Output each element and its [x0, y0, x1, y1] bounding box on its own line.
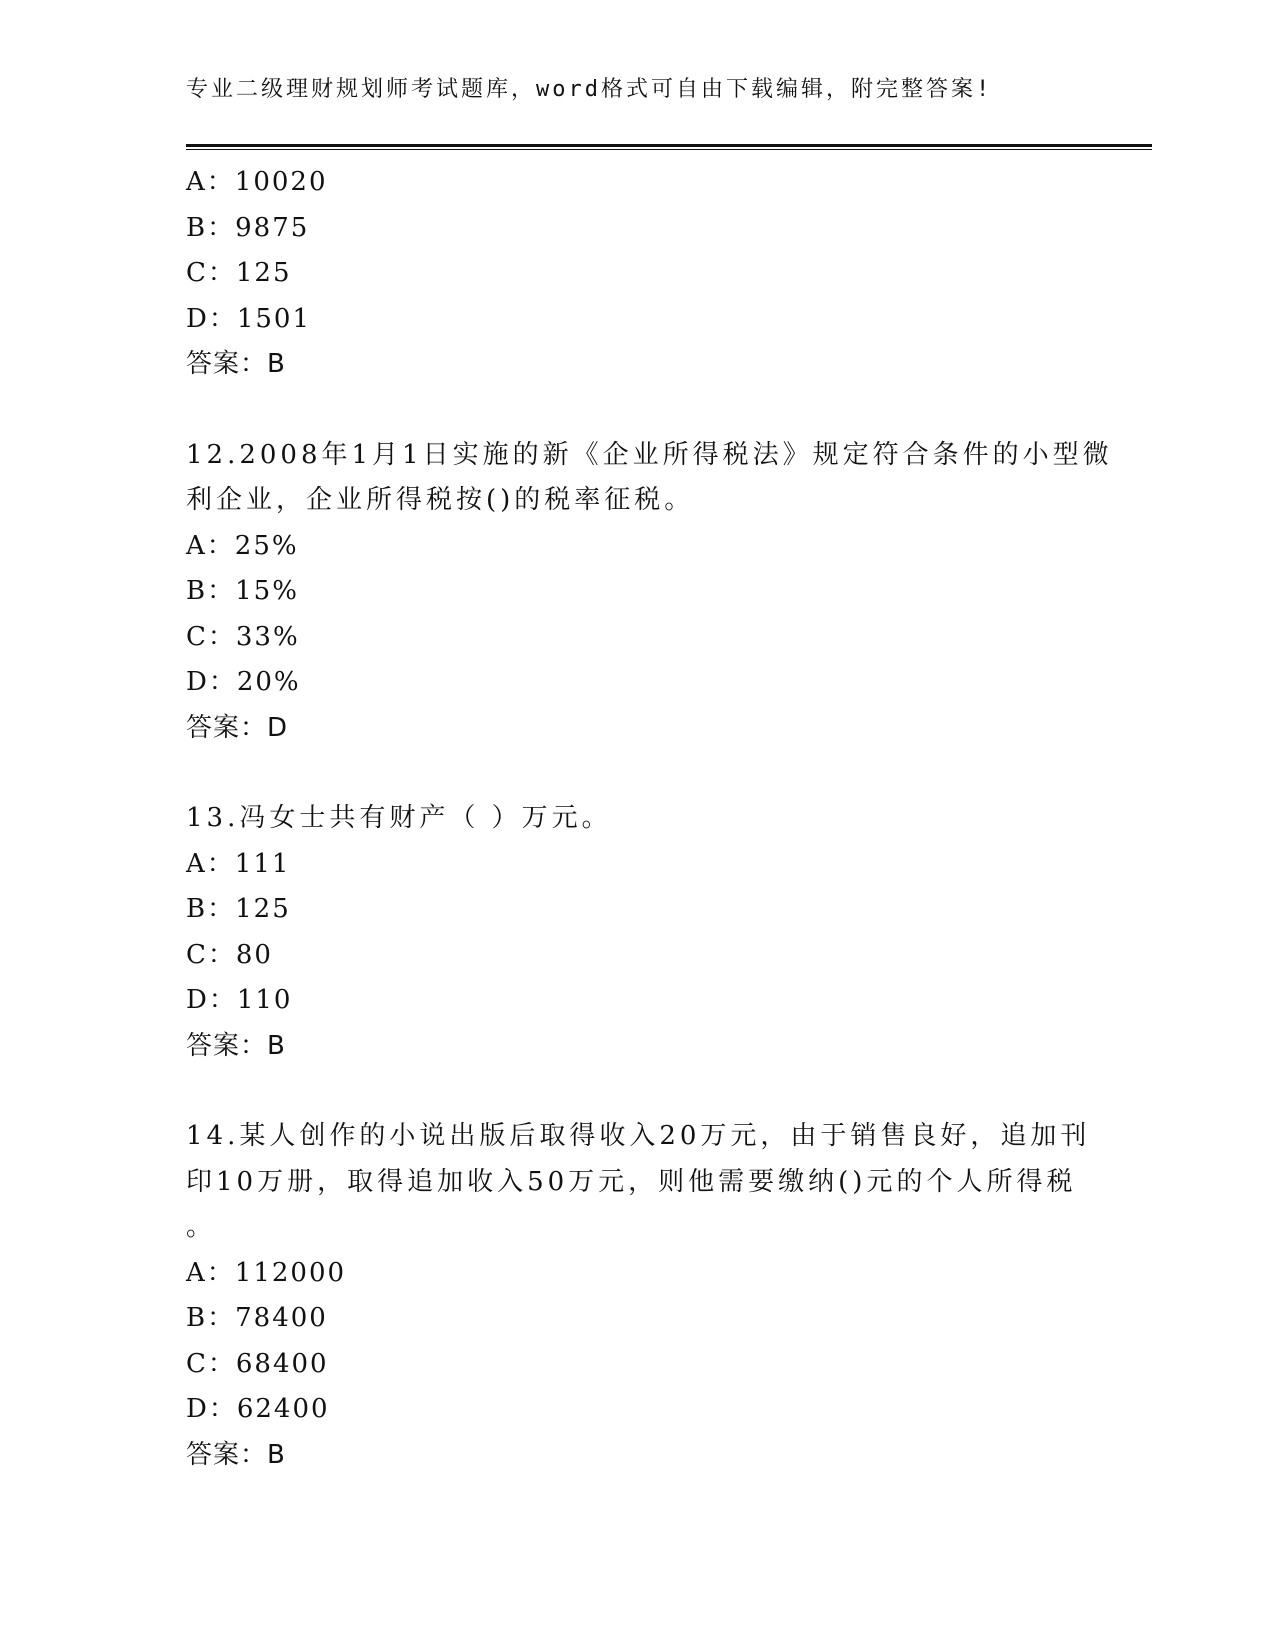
- question-stem-line: 。: [186, 1212, 217, 1242]
- carryover-question-block: [186, 160, 1086, 388]
- option-c: C：68400: [186, 1348, 329, 1379]
- answer-line: 答案：B: [186, 1439, 286, 1470]
- question-14-block: [186, 1114, 1091, 1478]
- option-c: C：80: [186, 939, 273, 970]
- question-12-block: [186, 433, 1113, 752]
- option-a: A：112000: [186, 1257, 347, 1288]
- option-b: B：78400: [186, 1303, 328, 1333]
- option-a: A：25%: [186, 530, 299, 561]
- answer-line: 答案：B: [186, 349, 286, 379]
- answer-line: 答案：B: [186, 1030, 286, 1061]
- option-a: A：10020: [186, 167, 328, 197]
- header-rule-thick: [186, 144, 1152, 147]
- question-stem-line: 利企业，企业所得税按()的税率征税。: [186, 485, 695, 515]
- question-list: [186, 160, 1113, 1478]
- question-13-block: [186, 796, 1086, 1069]
- question-stem-line: 12.2008年1月1日实施的新《企业所得税法》规定符合条件的小型微: [186, 439, 1113, 470]
- question-stem-line: 14.某人创作的小说出版后取得收入20万元，由于销售良好，追加刊: [186, 1121, 1091, 1151]
- page-header: 专业二级理财规划师考试题库，word格式可自由下载编辑，附完整答案!: [186, 77, 993, 102]
- option-c: C：33%: [186, 621, 300, 652]
- option-b: B：125: [186, 894, 291, 924]
- option-a: A：111: [186, 848, 291, 879]
- option-b: B：15%: [186, 576, 299, 606]
- header-rule-thin: [186, 149, 1152, 150]
- answer-line: 答案：D: [186, 712, 289, 743]
- question-stem-line: 印10万册，取得追加收入50万元，则他需要缴纳()元的个人所得税: [186, 1166, 1077, 1197]
- option-d: D：62400: [186, 1394, 330, 1424]
- option-b: B：9875: [186, 212, 310, 243]
- option-d: D：1501: [186, 303, 312, 334]
- option-c: C：125: [186, 258, 292, 288]
- option-d: D：20%: [186, 667, 301, 697]
- question-stem-line: 13.冯女士共有财产（ ）万元。: [186, 803, 612, 833]
- option-d: D：110: [186, 985, 293, 1015]
